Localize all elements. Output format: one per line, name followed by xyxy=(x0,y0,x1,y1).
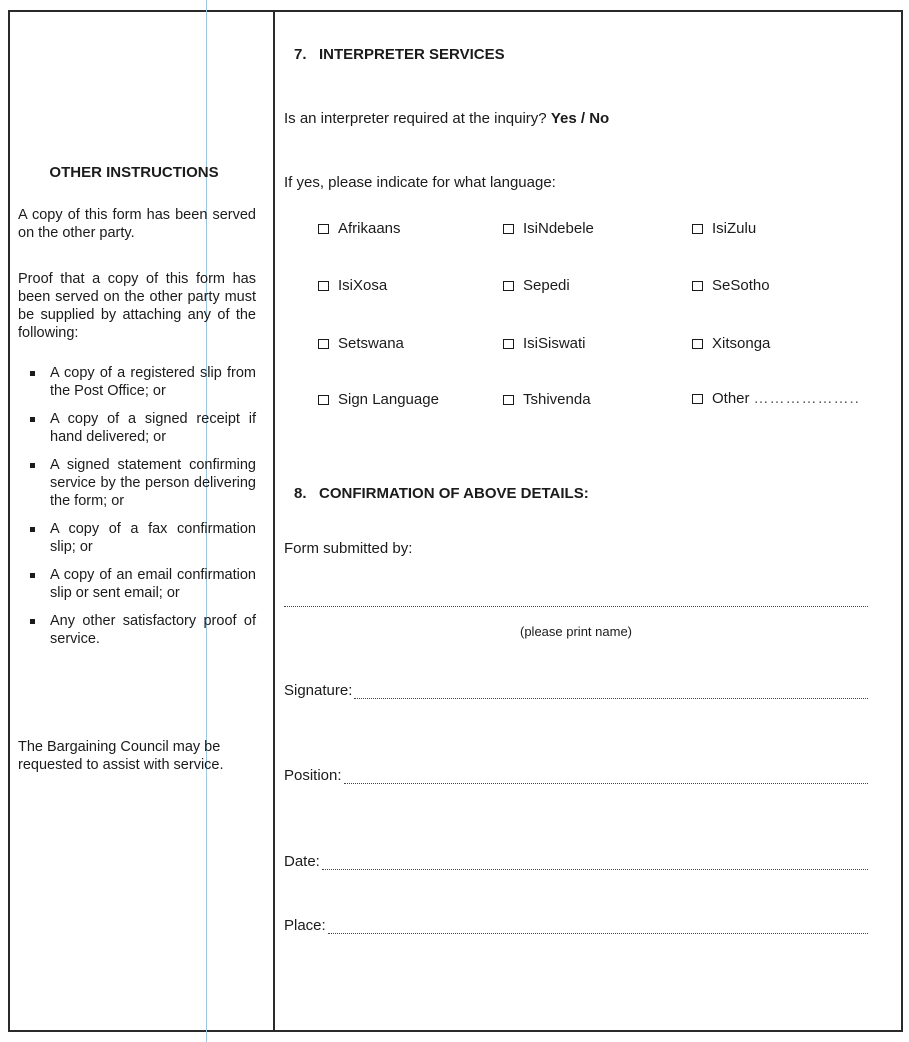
language-option-xitsonga[interactable]: Xitsonga xyxy=(692,335,770,352)
signature-field[interactable]: Signature: xyxy=(284,682,868,699)
checkbox-icon[interactable] xyxy=(318,281,329,291)
checkbox-icon[interactable] xyxy=(503,281,514,291)
list-item: A signed statement confirming service by the person delivering the form; or xyxy=(18,456,256,510)
bullet-icon xyxy=(30,371,35,376)
list-item: Any other satisfactory proof of service. xyxy=(18,612,256,648)
bullet-icon xyxy=(30,573,35,578)
section-7-heading: 7. INTERPRETER SERVICES xyxy=(294,46,505,63)
checkbox-icon[interactable] xyxy=(503,395,514,405)
print-name-caption: (please print name) xyxy=(520,624,632,639)
checkbox-icon[interactable] xyxy=(692,339,703,349)
language-option-sesotho[interactable]: SeSotho xyxy=(692,277,770,294)
name-input-line[interactable] xyxy=(284,606,868,607)
language-option-isizulu[interactable]: IsiZulu xyxy=(692,220,756,237)
list-item: A copy of a fax confirmation slip; or xyxy=(18,520,256,556)
language-option-isixosa[interactable]: IsiXosa xyxy=(318,277,387,294)
checkbox-icon[interactable] xyxy=(318,339,329,349)
checkbox-icon[interactable] xyxy=(692,281,703,291)
list-item: A copy of a signed receipt if hand delivered; or xyxy=(18,410,256,446)
language-option-sepedi[interactable]: Sepedi xyxy=(503,277,570,294)
bullet-icon xyxy=(30,463,35,468)
yes-no-answer[interactable]: Yes / No xyxy=(550,110,610,127)
checkbox-icon[interactable] xyxy=(318,224,329,234)
language-prompt: If yes, please indicate for what language: xyxy=(284,174,556,191)
language-option-setswana[interactable]: Setswana xyxy=(318,335,404,352)
checkbox-icon[interactable] xyxy=(318,395,329,405)
language-option-isisiswati[interactable]: IsiSiswati xyxy=(503,335,586,352)
list-item: A copy of a registered slip from the Post Office; or xyxy=(18,364,256,400)
other-language-field[interactable]: ……………….. xyxy=(753,390,860,407)
column-divider xyxy=(273,10,275,1032)
bullet-icon xyxy=(30,417,35,422)
language-option-tshivenda[interactable]: Tshivenda xyxy=(503,391,591,408)
submitted-by-label: Form submitted by: xyxy=(284,540,413,557)
section-8-heading: 8. CONFIRMATION OF ABOVE DETAILS: xyxy=(294,485,589,502)
checkbox-icon[interactable] xyxy=(503,339,514,349)
date-field[interactable]: Date: xyxy=(284,853,868,870)
checkbox-icon[interactable] xyxy=(503,224,514,234)
language-option-isindebele[interactable]: IsiNdebele xyxy=(503,220,594,237)
list-item: A copy of an email confirmation slip or sent email; or xyxy=(18,566,256,602)
checkbox-icon[interactable] xyxy=(692,394,703,404)
proof-of-service-text: Proof that a copy of this form has been served on the other party must be supplied by attaching any of the following: xyxy=(18,271,256,341)
language-option-other[interactable]: Other ……………….. xyxy=(692,390,860,407)
bullet-icon xyxy=(30,527,35,532)
interpreter-question: Is an interpreter required at the inquiry? Yes / No xyxy=(284,110,610,127)
place-field[interactable]: Place: xyxy=(284,917,868,934)
proof-options-list xyxy=(18,364,256,658)
position-field[interactable]: Position: xyxy=(284,767,868,784)
language-option-sign-language[interactable]: Sign Language xyxy=(318,391,439,408)
checkbox-icon[interactable] xyxy=(692,224,703,234)
other-instructions-title: OTHER INSTRUCTIONS xyxy=(49,164,219,181)
language-option-afrikaans[interactable]: Afrikaans xyxy=(318,220,401,237)
served-copy-text: A copy of this form has been served on the other party. xyxy=(18,207,256,241)
bullet-icon xyxy=(30,619,35,624)
bargaining-council-text: The Bargaining Council may be requested to assist with service. xyxy=(18,739,224,773)
